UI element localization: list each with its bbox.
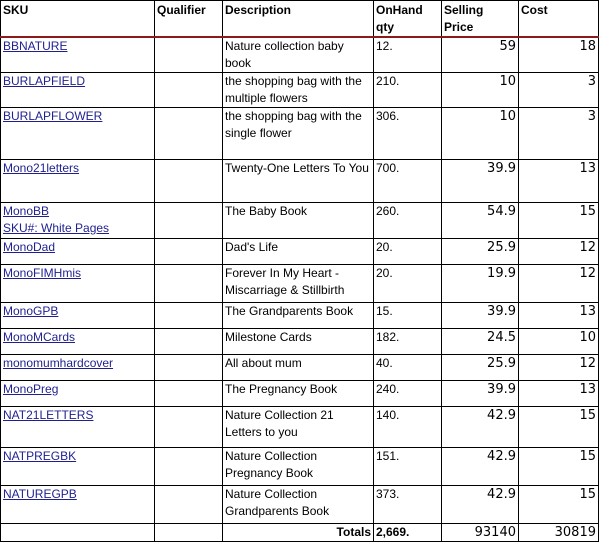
description-cell: the shopping bag with the multiple flowers — [223, 73, 374, 108]
cost-cell: 13 — [519, 381, 599, 407]
qualifier-cell — [155, 203, 223, 239]
description-cell: Nature Collection 21 Letters to you — [223, 407, 374, 448]
sku-subline[interactable]: SKU#: White Pages — [3, 221, 110, 235]
onhand-qty-cell: 12. — [374, 37, 442, 73]
totals-row — [1, 524, 599, 542]
header-description: Description — [223, 1, 374, 38]
totals-cost: 30819 — [519, 524, 599, 542]
sku-link[interactable]: MonoPreg — [3, 382, 59, 396]
sku-cell[interactable] — [1, 239, 155, 265]
selling-price-cell: 25.9 — [442, 239, 519, 265]
header-onhand-qty: OnHand qty — [374, 1, 442, 38]
header-selling-price: Selling Price — [442, 1, 519, 38]
cost-cell: 3 — [519, 73, 599, 108]
onhand-qty-cell: 240. — [374, 381, 442, 407]
sku-link[interactable]: BURLAPFLOWER — [3, 109, 103, 123]
sku-link[interactable]: MonoFIMHmis — [3, 266, 82, 280]
totals-blank-sku — [1, 524, 155, 542]
sku-link[interactable]: Mono21letters — [3, 161, 80, 175]
header-sku: SKU — [1, 1, 155, 38]
table-row — [1, 486, 599, 524]
qualifier-cell — [155, 37, 223, 73]
header-row — [1, 1, 599, 38]
sku-cell[interactable] — [1, 329, 155, 355]
sku-cell[interactable] — [1, 108, 155, 160]
table-row — [1, 239, 599, 265]
totals-selling-price: 93140 — [442, 524, 519, 542]
sku-cell[interactable] — [1, 486, 155, 524]
sku-link[interactable]: MonoDad — [3, 240, 56, 254]
sku-link[interactable]: monomumhardcover — [3, 356, 114, 370]
cost-cell: 3 — [519, 108, 599, 160]
table-row — [1, 37, 599, 73]
sku-link[interactable]: BURLAPFIELD — [3, 74, 86, 88]
table-row — [1, 329, 599, 355]
table-row — [1, 407, 599, 448]
description-cell: Forever In My Heart - Miscarriage & Stillbirth — [223, 265, 374, 303]
table-row — [1, 265, 599, 303]
sku-cell[interactable] — [1, 160, 155, 203]
qualifier-cell — [155, 303, 223, 329]
header-cost: Cost — [519, 1, 599, 38]
sku-link[interactable]: MonoMCards — [3, 330, 76, 344]
onhand-qty-cell: 306. — [374, 108, 442, 160]
table-row — [1, 448, 599, 486]
sku-link[interactable]: NATUREGPB — [3, 487, 77, 501]
selling-price-cell: 24.5 — [442, 329, 519, 355]
qualifier-cell — [155, 160, 223, 203]
selling-price-cell: 42.9 — [442, 407, 519, 448]
totals-label: Totals — [223, 524, 374, 542]
description-cell: Nature Collection Pregnancy Book — [223, 448, 374, 486]
description-cell: Twenty-One Letters To You — [223, 160, 374, 203]
onhand-qty-cell: 700. — [374, 160, 442, 203]
cost-cell: 13 — [519, 303, 599, 329]
description-cell: Nature collection baby book — [223, 37, 374, 73]
onhand-qty-cell: 373. — [374, 486, 442, 524]
cost-cell: 18 — [519, 37, 599, 73]
onhand-qty-cell: 151. — [374, 448, 442, 486]
sku-cell[interactable] — [1, 37, 155, 73]
qualifier-cell — [155, 265, 223, 303]
table-row — [1, 303, 599, 329]
qualifier-cell — [155, 108, 223, 160]
cost-cell: 15 — [519, 486, 599, 524]
table-row — [1, 355, 599, 381]
table-body — [1, 37, 599, 524]
qualifier-cell — [155, 407, 223, 448]
selling-price-cell: 42.9 — [442, 448, 519, 486]
description-cell: The Pregnancy Book — [223, 381, 374, 407]
sku-cell[interactable] — [1, 303, 155, 329]
qualifier-cell — [155, 239, 223, 265]
sku-link[interactable]: BBNATURE — [3, 39, 68, 53]
selling-price-cell: 54.9 — [442, 203, 519, 239]
sku-link[interactable]: NAT21LETTERS — [3, 408, 94, 422]
cost-cell: 12 — [519, 355, 599, 381]
description-cell: The Grandparents Book — [223, 303, 374, 329]
cost-cell: 15 — [519, 407, 599, 448]
description-cell: The Baby Book — [223, 203, 374, 239]
totals-qty: 2,669. — [374, 524, 442, 542]
description-cell: Nature Collection Grandparents Book — [223, 486, 374, 524]
sku-cell[interactable] — [1, 73, 155, 108]
onhand-qty-cell: 15. — [374, 303, 442, 329]
selling-price-cell: 39.9 — [442, 381, 519, 407]
table-row — [1, 73, 599, 108]
description-cell: the shopping bag with the single flower — [223, 108, 374, 160]
description-cell: All about mum — [223, 355, 374, 381]
onhand-qty-cell: 210. — [374, 73, 442, 108]
sku-cell[interactable] — [1, 203, 155, 239]
sku-link[interactable]: MonoBB — [3, 204, 50, 218]
cost-cell: 13 — [519, 160, 599, 203]
sku-cell[interactable] — [1, 265, 155, 303]
onhand-qty-cell: 140. — [374, 407, 442, 448]
sku-cell[interactable] — [1, 355, 155, 381]
table-row — [1, 160, 599, 203]
onhand-qty-cell: 182. — [374, 329, 442, 355]
cost-cell: 15 — [519, 203, 599, 239]
description-cell: Dad's Life — [223, 239, 374, 265]
sku-link[interactable]: NATPREGBK — [3, 449, 77, 463]
cost-cell: 10 — [519, 329, 599, 355]
table-row — [1, 108, 599, 160]
selling-price-cell: 10 — [442, 73, 519, 108]
table-row — [1, 203, 599, 239]
qualifier-cell — [155, 73, 223, 108]
header-qualifier: Qualifier — [155, 1, 223, 38]
description-cell: Milestone Cards — [223, 329, 374, 355]
sku-link[interactable]: MonoGPB — [3, 304, 59, 318]
qualifier-cell — [155, 486, 223, 524]
onhand-qty-cell: 20. — [374, 265, 442, 303]
qualifier-cell — [155, 381, 223, 407]
cost-cell: 15 — [519, 448, 599, 486]
selling-price-cell: 39.9 — [442, 303, 519, 329]
selling-price-cell: 42.9 — [442, 486, 519, 524]
qualifier-cell — [155, 329, 223, 355]
sku-cell[interactable] — [1, 381, 155, 407]
table-row — [1, 381, 599, 407]
cost-cell: 12 — [519, 239, 599, 265]
onhand-qty-cell: 20. — [374, 239, 442, 265]
selling-price-cell: 19.9 — [442, 265, 519, 303]
qualifier-cell — [155, 355, 223, 381]
qualifier-cell — [155, 448, 223, 486]
sku-cell[interactable] — [1, 448, 155, 486]
selling-price-cell: 39.9 — [442, 160, 519, 203]
onhand-qty-cell: 40. — [374, 355, 442, 381]
onhand-qty-cell: 260. — [374, 203, 442, 239]
selling-price-cell: 25.9 — [442, 355, 519, 381]
selling-price-cell: 10 — [442, 108, 519, 160]
cost-cell: 12 — [519, 265, 599, 303]
sku-cell[interactable] — [1, 407, 155, 448]
selling-price-cell: 59 — [442, 37, 519, 73]
totals-blank-qualifier — [155, 524, 223, 542]
